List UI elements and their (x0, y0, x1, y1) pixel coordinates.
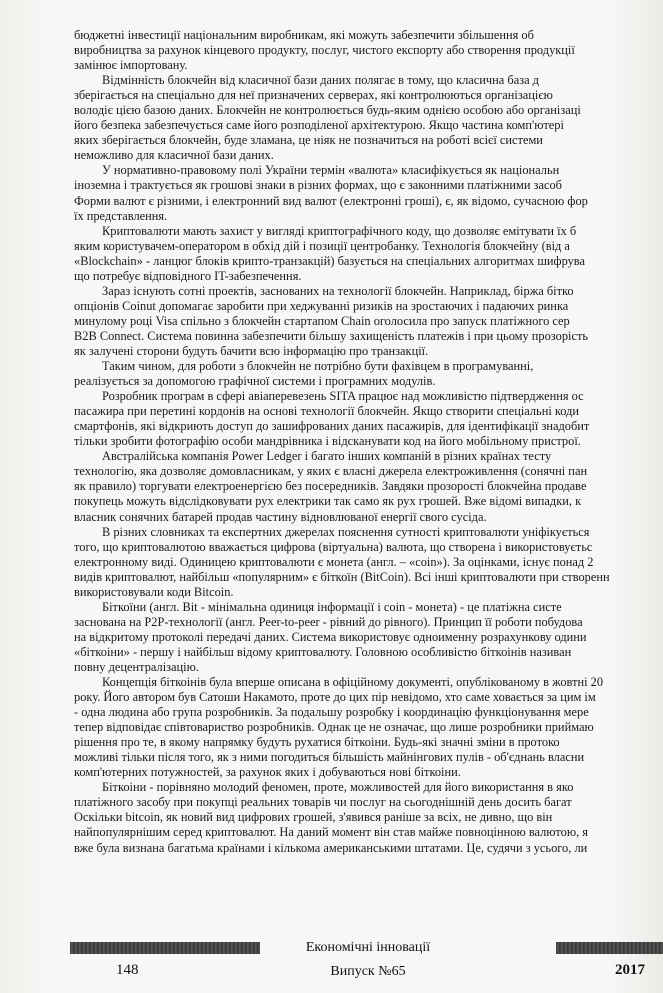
text-line: B2B Connect. Система повинна забезпечити більшу захищеність платежів і при цьому прозорість (74, 328, 589, 343)
text-line: Криптовалюти мають захист у вигляді криптографічного коду, що дозволяє емітувати їх б (102, 223, 577, 238)
text-line: Оскільки bitcoin, як новий вид цифрових грошей, з'явився раніше за всіх, не дивно, що він (74, 810, 553, 825)
text-line: платіжного засобу при покупці реальних товарів чи послуг на сьогоднішній день досить багат (74, 795, 572, 810)
text-line: Форми валют є різними, і електронний вид валют (електронні гроші), є, як відомо, сучасною фор (74, 193, 588, 208)
text-line: заснована на P2P-технології (англ. Peer-to-peer - рівний до рівного). Принцип її роботи побудова (74, 614, 583, 629)
text-line: повну децентралізацію. (74, 659, 199, 674)
text-line: Розробник програм в сфері авіаперевезень SITA працює над можливістю підтвердження ос (102, 389, 584, 404)
paragraph (74, 525, 663, 600)
paragraph (74, 284, 663, 359)
text-line: того, що криптовалютою вважається цифрова (віртуальна) валюта, що створена і використовуєтьс (74, 539, 593, 554)
text-line: видів криптовалют, найбільш «популярним» є біткоїн (BitCoin). Всі інші криптовалюти при створенн (74, 569, 610, 584)
text-line: покупець можуть відслідковувати рух електрики так само як рух грошей. Вже відомі випадки, к (74, 494, 582, 509)
text-line: яких зберігається блокчейн, буде зламана, це ніяк не позначиться на роботі всієї системи (74, 133, 543, 148)
text-line: Концепція біткоінів була вперше описана в офіційному документі, опублікованому в жовтні 20 (102, 675, 604, 690)
text-line: на відкритому протоколі передачі даних. Система використовує одноименну розрахункову одини (74, 629, 587, 644)
page-number: 148 (116, 962, 139, 978)
text-line: пасажира при перетині кордонів на основі технології блокчейн. Якщо створити спеціальні коди (74, 404, 580, 419)
text-line: яким користувачем-оператором в обхід дій і позиції центробанку. Технологія блокчейну (від а (74, 238, 570, 253)
text-line: вже була визнана багатьма країнами і кількома американськими штатами. Це, судячи з усього, ли (74, 840, 588, 855)
text-line: неможливо для класичної бази даних. (74, 148, 274, 163)
text-line: смартфонів, які відкриють доступ до зашифрованих даних пасажирів, для ідентифікації знадобит (74, 419, 590, 434)
text-line: що потребує відповідного IT-забезпечення. (74, 268, 302, 283)
text-line: як залучені сторони будуть бачити всю інформацію про транзакції. (74, 343, 429, 358)
text-line: Австралійська компанія Power Ledger і багато інших компаній в різних країнах тесту (102, 449, 552, 464)
text-line: - одна людина або група розробників. За подальшу розробку і координацію функціонування мере (74, 705, 589, 720)
paragraph (74, 73, 663, 163)
text-line: зберігається на спеціально для неї призначених серверах, які контролюються організацією (74, 88, 553, 103)
text-line: замінює імпортовану. (74, 58, 188, 73)
text-line: тепер відповідає співтовариство розробників. Однак це не означає, що лише розробники приймаю (74, 720, 594, 735)
paragraph (74, 359, 663, 389)
paragraph (74, 600, 663, 675)
text-line: як правило) торгувати електроенергією без посередників. Завдяки прозорості блокчейна продаве (74, 479, 587, 494)
text-line: електронному виді. Одиницею криптовалюти є монета (англ. – «coin»). За оцінками, існує понад 2 (74, 554, 594, 569)
text-line: Зараз існують сотні проектів, заснованих на технології блокчейн. Наприклад, біржа бітко (102, 283, 574, 298)
paragraph (74, 675, 663, 780)
text-line: найпопулярнішим серед криптовалют. На даний момент він став майже повноцінною валютою, я (74, 825, 588, 840)
text-line: володіє цією базою даних. Блокчейн не контролюється будь-яким однією особою або організаці (74, 103, 581, 118)
text-line: В різних словниках та експертних джерелах пояснення сутності криптовалюти уніфікується (102, 524, 590, 539)
text-line: У нормативно-правовому полі України термін «валюта» класифікується як національн (102, 163, 560, 178)
text-line: «біткоіни» - першу і найбільш відому криптовалюту. Головною особливістю біткоінів називан (74, 644, 572, 659)
text-line: використовували коди Bitcoin. (74, 584, 234, 599)
text-line: іноземна і трактується як грошові знаки в різних формах, що є законними платіжними засоб (74, 178, 562, 193)
footer-rule-right (556, 942, 663, 954)
text-line: минулому році Visa спільно з блокчейн стартапом Chain оголосила про запуск платіжного сер (74, 313, 570, 328)
article-body (74, 28, 663, 856)
text-line: комп'ютерних потужностей, за рахунок яких і добуваються нові біткоіни. (74, 765, 461, 780)
text-line: «Blockchain» - ланцюг блоків крипто-транзакцій) базується на спеціальних алгоритмах шифрува (74, 253, 585, 268)
text-line: Біткоіни - порівняно молодий феномен, проте, можливостей для його використання в яко (102, 780, 574, 795)
paragraph (74, 780, 663, 855)
text-line: тільки зробити фотографію особи мандрівника і відсканувати код на його мобільному пристрої. (74, 434, 581, 449)
text-line: його безпека забезпечується саме його розподіленої архітектурою. Якщо частина комп'ютері (74, 118, 564, 133)
publication-year: 2017 (615, 962, 645, 978)
paragraph (74, 28, 663, 73)
footer-rule-left (70, 942, 260, 954)
paragraph (74, 163, 663, 223)
text-line: їх представлення. (74, 208, 168, 223)
text-line: Біткоїни (англ. Bit - мінімальна одиниця інформації і coin - монета) - це платіжна систе (102, 599, 562, 614)
text-line: Відмінність блокчейн від класичної бази даних полягає в тому, що класична база д (102, 73, 539, 88)
text-line: рішення про те, в якому напрямку будуть рухатися біткоіни. Будь-які значні зміни в протоко (74, 735, 560, 750)
text-line: реалізується за допомогою графічної системи і програмних модулів. (74, 374, 436, 389)
text-line: можливі тільки після того, як з ними погодиться більшість майнінгових пулів - об'єднань власни (74, 750, 585, 765)
text-line: Таким чином, для роботи з блокчейн не потрібно бути фахівцем в програмуванні, (102, 359, 534, 374)
text-line: власник сонячних батарей продав частину відновлюваної енергії свого сусіда. (74, 509, 487, 524)
paragraph (74, 449, 663, 524)
text-line: технологію, яка дозволяє домовласникам, у яких є власні джерела електроживлення (сонячні пан (74, 464, 588, 479)
paragraph (74, 224, 663, 284)
text-line: виробництва за рахунок кінцевого продукту, послуг, чистого експорту або створення продукції (74, 43, 575, 58)
text-line: бюджетні інвестиції національним виробникам, які можуть забезпечити збільшення об (74, 28, 534, 42)
issue-number: Випуск №65 (330, 964, 406, 979)
text-line: року. Його автором був Сатоши Накамото, проте до цих пір невідомо, хто саме ховається за цим ім (74, 690, 596, 705)
text-line: опціонів Coinut допомагає заробити при хеджуванні ризиків на зростаючих і падаючих ринка (74, 298, 569, 313)
paragraph (74, 389, 663, 449)
journal-title: Економічні інновації (305, 940, 431, 955)
